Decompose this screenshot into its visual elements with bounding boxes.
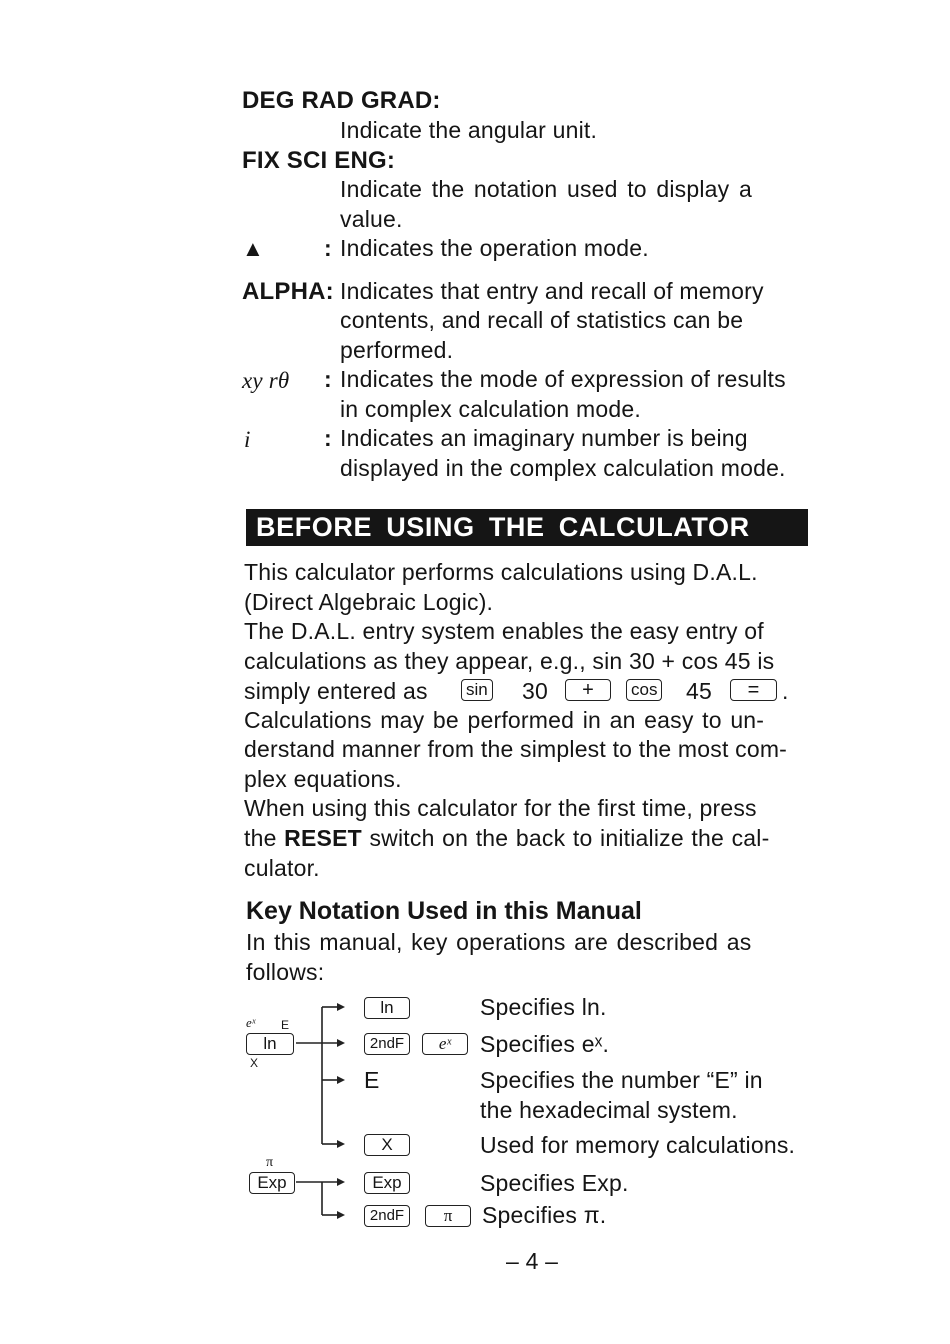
body-line-11: culator. (244, 855, 320, 881)
indicator-desc-alpha-1: Indicates that entry and recall of memory (340, 278, 764, 304)
ln-key-upper-left-label: eˣ (246, 1015, 256, 1030)
body-line-4: calculations as they appear, e.g., sin 30 + cos 45 is (244, 648, 775, 674)
body-line-5-text: simply entered as (244, 678, 428, 704)
ln-key-upper-right-label: E (281, 1018, 290, 1032)
second-function-key-2: 2ndF (364, 1205, 410, 1227)
reset-switch-label: RESET (284, 825, 362, 851)
value-45: 45 (686, 678, 712, 704)
x-key: X (364, 1134, 410, 1156)
ln-key-composite: ln (246, 1033, 294, 1055)
indicator-desc-alpha-3: performed. (340, 337, 454, 363)
indicator-desc-mode: Indicates the operation mode. (340, 235, 649, 261)
plus-key: + (565, 679, 611, 701)
indicator-desc-complex-form-2: in complex calculation mode. (340, 396, 641, 422)
desc-e-2: the hexadecimal system. (480, 1097, 738, 1123)
indicator-term-imaginary: i (244, 427, 251, 452)
exp-key: Exp (364, 1172, 410, 1194)
desc-exp: Specifies Exp. (480, 1170, 629, 1196)
body-line-6: Calculations may be performed in an easy to un- (244, 707, 765, 733)
indicator-desc-notation-2: value. (340, 206, 403, 232)
indicator-desc-complex-form-1: Indicates the mode of expression of results (340, 366, 786, 392)
ln-key: ln (364, 997, 410, 1019)
key-notation-heading: Key Notation Used in this Manual (246, 897, 642, 925)
indicator-term-angle: DEG RAD GRAD: (242, 87, 441, 114)
cos-key: cos (626, 679, 662, 701)
ln-key-lower-label: X (250, 1056, 259, 1070)
desc-pi: Specifies π. (482, 1202, 607, 1228)
sin-key: sin (461, 679, 493, 701)
desc-x: Used for memory calculations. (480, 1132, 796, 1158)
desc-ex: Specifies eˣ. (480, 1031, 610, 1057)
indicator-desc-alpha-2: contents, and recall of statistics can be (340, 307, 744, 333)
pi-key: π (425, 1205, 471, 1227)
sentence-period: . (782, 678, 789, 704)
body-line-3: The D.A.L. entry system enables the easy entry of (244, 618, 764, 644)
indicator-sep-mode: : (324, 235, 332, 261)
indicator-sep-imaginary: : (324, 425, 332, 451)
indicator-desc-imaginary-2: displayed in the complex calculation mode. (340, 455, 786, 481)
body-line-9: When using this calculator for the first time, press (244, 795, 757, 821)
indicator-desc-imaginary-1: Indicates an imaginary number is being (340, 425, 748, 451)
key-notation-intro-1: In this manual, key operations are described as (246, 929, 752, 955)
exp-key-composite: Exp (249, 1172, 295, 1194)
triangle-icon: ▲ (242, 236, 264, 261)
indicator-term-notation: FIX SCI ENG: (242, 147, 396, 174)
body-line-1: This calculator performs calculations using D.A.L. (244, 559, 758, 585)
value-30: 30 (522, 678, 548, 704)
body-line-10-pre: the (244, 825, 277, 851)
e-letter: E (364, 1067, 380, 1093)
indicator-sep-complex-form: : (324, 366, 332, 392)
body-line-7: derstand manner from the simplest to the most com- (244, 736, 788, 762)
second-function-key: 2ndF (364, 1033, 410, 1055)
indicator-term-complex-form: xy rθ (242, 368, 290, 393)
ex-key: eˣ (422, 1033, 468, 1055)
indicator-desc-angle: Indicate the angular unit. (340, 117, 598, 143)
body-line-10-post: switch on the back to initialize the cal- (369, 825, 770, 851)
section-title-banner: BEFORE USING THE CALCULATOR (246, 509, 808, 546)
desc-ln: Specifies ln. (480, 994, 607, 1020)
page-number: – 4 – (506, 1248, 559, 1274)
indicator-term-alpha: ALPHA: (242, 278, 334, 305)
body-line-2: (Direct Algebraic Logic). (244, 589, 494, 615)
indicator-desc-notation-1: Indicate the notation used to display a (340, 176, 752, 202)
desc-e-1: Specifies the number “E” in (480, 1067, 763, 1093)
exp-key-upper-label: π (266, 1155, 274, 1170)
body-line-8: plex equations. (244, 766, 402, 792)
equals-key: = (730, 679, 777, 701)
key-notation-intro-2: follows: (246, 959, 325, 985)
